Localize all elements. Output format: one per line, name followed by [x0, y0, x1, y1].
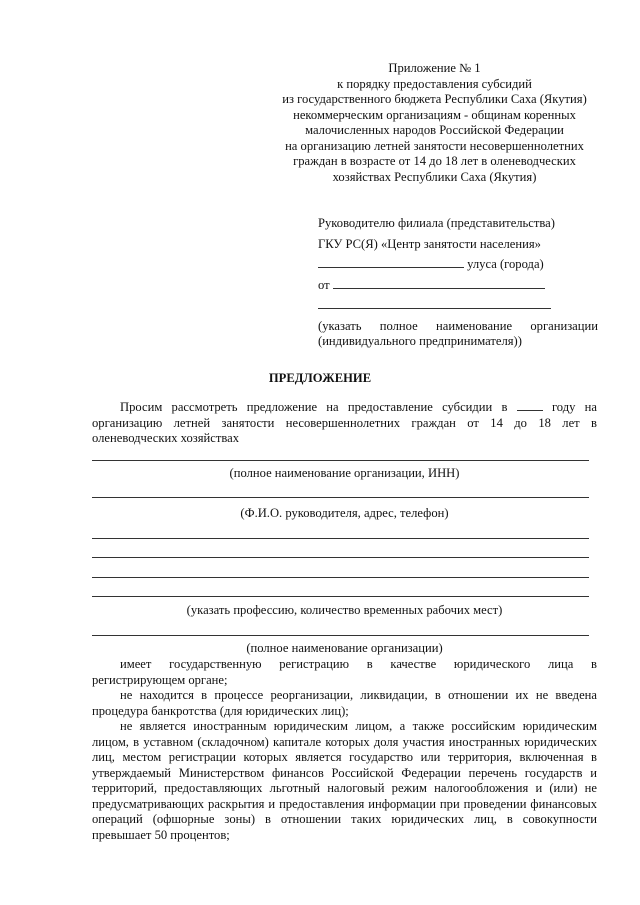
appendix-header — [262, 61, 607, 185]
from-blank[interactable] — [333, 288, 545, 289]
appendix-line: на организацию летней занятости несовершеннолетних — [285, 138, 584, 153]
org-name-blank[interactable] — [318, 308, 551, 309]
intro-text: году на организацию летней занятости несовершеннолетних граждан от 14 до 18 лет в оленеводческих хозяйствах — [92, 400, 597, 445]
profession-line[interactable] — [92, 596, 589, 597]
profession-caption: (указать профессию, количество временных рабочих мест) — [186, 603, 503, 617]
profession-line[interactable] — [92, 538, 589, 539]
intro-paragraph — [92, 400, 597, 447]
org-name-caption: (полное наименование организации, ИНН) — [229, 466, 460, 480]
org-name-line-2[interactable] — [92, 635, 589, 636]
ulus-label: улуса (города) — [467, 257, 544, 271]
intro-text: Просим рассмотреть предложение на предоставление субсидии в — [120, 400, 508, 414]
condition-registration: регистрирующем органе; — [92, 672, 228, 687]
document-title: ПРЕДЛОЖЕНИЕ — [268, 371, 372, 385]
addressee-line: ГКУ РС(Я) «Центр занятости населения» — [318, 236, 541, 251]
org-name-caption-2: (полное наименование организации) — [246, 641, 443, 655]
org-name-line[interactable] — [92, 460, 589, 461]
from-label: от — [318, 277, 330, 292]
appendix-line: некоммерческим организациям - общинам коренных — [293, 107, 576, 122]
ulus-blank[interactable] — [318, 267, 464, 268]
profession-line[interactable] — [92, 557, 589, 558]
appendix-line: к порядку предоставления субсидий — [337, 76, 532, 91]
head-info-line[interactable] — [92, 497, 589, 498]
condition-foreign: не является иностранным юридическим лицом, а также российским юридическим лицом, в уставном (складочном) капитале которых доля участия иностранных юридических лиц, местом регистрации которых является государство или территория, включенная в утверждаемый Министерством финансов Российской Федерации перечень государств и территорий, предоставляющих льготный налоговый режим налогообложения и (или) не предусматривающих раскрытия и предоставления информации при проведении финансовых операций (офшорные зоны) в отношении таких юридических лиц, в совокупности превышает 50 процентов; — [92, 719, 597, 842]
name-row — [318, 298, 598, 319]
year-blank[interactable] — [517, 410, 543, 411]
condition-registration: имеет государственную регистрацию в качестве юридического лица в — [120, 657, 597, 671]
addressee-hint: (указать полное наименование организации — [318, 318, 598, 333]
head-info-caption: (Ф.И.О. руководителя, адрес, телефон) — [240, 506, 449, 520]
appendix-line: Приложение № 1 — [388, 61, 481, 75]
appendix-line: из государственного бюджета Республики Саха (Якутия) — [282, 92, 587, 106]
condition-reorganization: процедура банкротства (для юридических лиц); — [92, 703, 349, 718]
appendix-line: граждан в возрасте от 14 до 18 лет в оленеводческих — [293, 154, 576, 168]
appendix-line: хозяйствах Республики Саха (Якутия) — [332, 169, 537, 184]
ulus-row — [318, 257, 598, 278]
conditions-list — [92, 657, 597, 843]
appendix-line: малочисленных народов Российской Федерации — [305, 123, 564, 137]
addressee-line: Руководителю филиала (представительства) — [318, 216, 555, 230]
condition-reorganization: не находится в процессе реорганизации, ликвидации, в отношении их не введена — [120, 688, 597, 702]
addressee-block — [318, 216, 598, 350]
profession-line[interactable] — [92, 577, 589, 578]
from-row — [318, 278, 598, 299]
addressee-hint: (индивидуального предпринимателя)) — [318, 334, 522, 348]
